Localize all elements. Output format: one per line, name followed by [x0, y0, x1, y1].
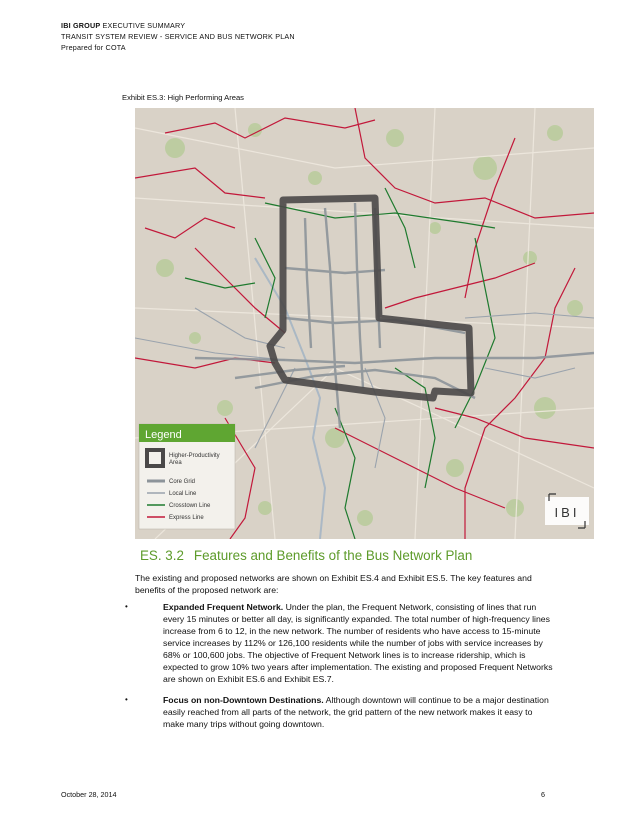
network-map [135, 108, 594, 539]
list-item [122, 694, 555, 730]
header-brand: IBI GROUP [61, 21, 101, 30]
header-subtitle: TRANSIT SYSTEM REVIEW - SERVICE AND BUS NETWORK PLAN [61, 32, 295, 41]
ibi-logo [545, 494, 589, 528]
intro-paragraph: The existing and proposed networks are shown on Exhibit ES.4 and Exhibit ES.5. The key features and benefits of the proposed network are: [135, 573, 532, 595]
legend-title: Legend [145, 429, 182, 441]
section-heading [140, 548, 472, 563]
bullet-icon: • [125, 602, 128, 611]
header-prepared-for: Prepared for COTA [61, 43, 126, 52]
section-number: ES. 3.2 [140, 548, 184, 563]
legend-area-label-1: Higher-Productivity [169, 453, 220, 459]
legend-label-crosstown-line: Crosstown Line [169, 503, 211, 509]
header-doc-type: EXECUTIVE SUMMARY [102, 21, 186, 30]
bullet-icon: • [125, 695, 128, 704]
page-number: 6 [541, 790, 545, 799]
ibi-logo-text: IBI [554, 505, 580, 520]
legend-area-label-2: Area [169, 460, 182, 466]
bullet-text: Under the plan, the Frequent Network, consisting of lines that run every 15 minutes or better all day, is significantly expanded. The total number of high-frequency lines increase from 6 to 12, in the new network. The number of residents who have access to 15-minute service increases by 112% or 126,100 residents while the number of jobs with service increases by 68% or 100,600 jobs. The objective of Frequent Network lines is to increase ridership, which is expected to grow 10% two years after implementation. The existing and proposed Frequent Networks are shown on Exhibit ES.6 and Exhibit ES.7. [163, 602, 553, 684]
section-title: Features and Benefits of the Bus Network Plan [193, 548, 473, 563]
exhibit-title: Exhibit ES.3: High Performing Areas [122, 93, 244, 102]
bullet-heading: Expanded Frequent Network. [163, 602, 284, 612]
page-header [61, 20, 295, 53]
list-item [122, 601, 555, 685]
bullet-text: Although downtown will continue to be a major destination easily reached from all parts of the network, the grid pattern of the new network makes it easy to make many trips without going downtown. [163, 695, 549, 729]
benefits-list [122, 601, 555, 739]
map-legend [139, 424, 235, 529]
legend-label-core-grid: Core Grid [169, 479, 196, 485]
legend-label-express-line: Express Line [169, 515, 204, 521]
legend-label-local-line: Local Line [169, 491, 197, 497]
footer-date: October 28, 2014 [61, 790, 117, 799]
bullet-heading: Focus on non-Downtown Destinations. [163, 695, 324, 705]
header-brand-line [61, 20, 295, 31]
